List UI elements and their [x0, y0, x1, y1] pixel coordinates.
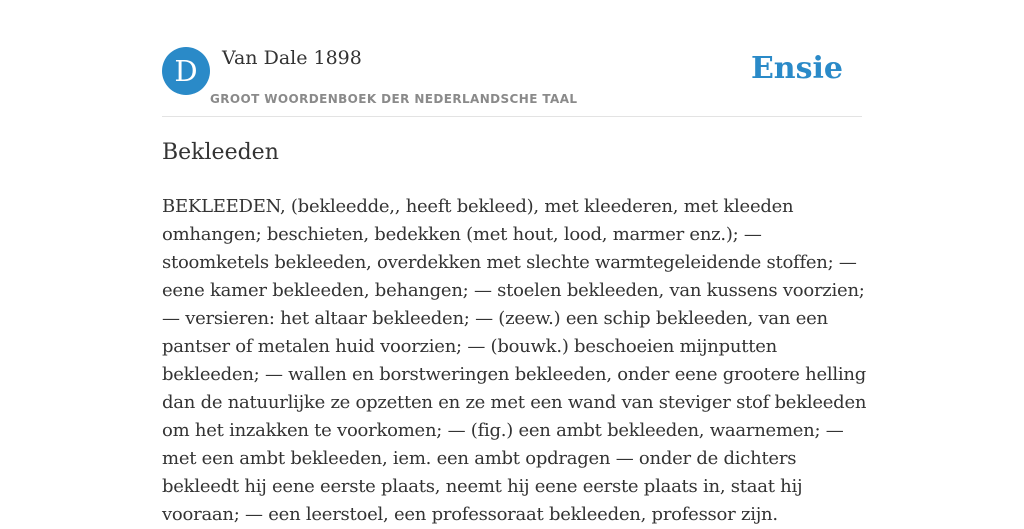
dictionary-title[interactable]: Van Dale 1898 [222, 47, 362, 69]
dictionary-logo[interactable]: D [162, 47, 210, 95]
entry-headword: Bekleeden [162, 140, 279, 165]
entry-definition: BEKLEEDEN, (bekleedde,, heeft bekleed), met kleederen, met kleeden omhangen; beschieten, bedekken (met hout, lood, marmer enz.); — stoomketels bekleeden, overdekken met slechte warmtegeleidende stoffen; — eene kamer bekleeden, behangen; — stoelen bekleeden, van kussens voorzien; — versieren: het altaar bekleeden; — (zeew.) een schip bekleeden, van een pantser of metalen huid voorzien; — (bouwk.) beschoeien mijnputten bekleeden; — wallen en borstweringen bekleeden, onder eene grootere helling dan de natuurlijke ze opzetten en ze met een wand van steviger stof bekleeden om het inzakken te voorkomen; — (fig.) een ambt bekleeden, waarnemen; — met een ambt bekleeden, iem. een ambt opdragen — onder de dichters bekleedt hij eene eerste plaats, neemt hij eene eerste plaats in, staat hij vooraan; — een leerstoel, een professoraat bekleeden, professor zijn. [162, 196, 867, 525]
dictionary-subtitle: GROOT WOORDENBOEK DER NEDERLANDSCHE TAAL [210, 92, 578, 106]
dictionary-header [162, 46, 862, 117]
ensie-logo[interactable]: Ensie [750, 51, 843, 86]
